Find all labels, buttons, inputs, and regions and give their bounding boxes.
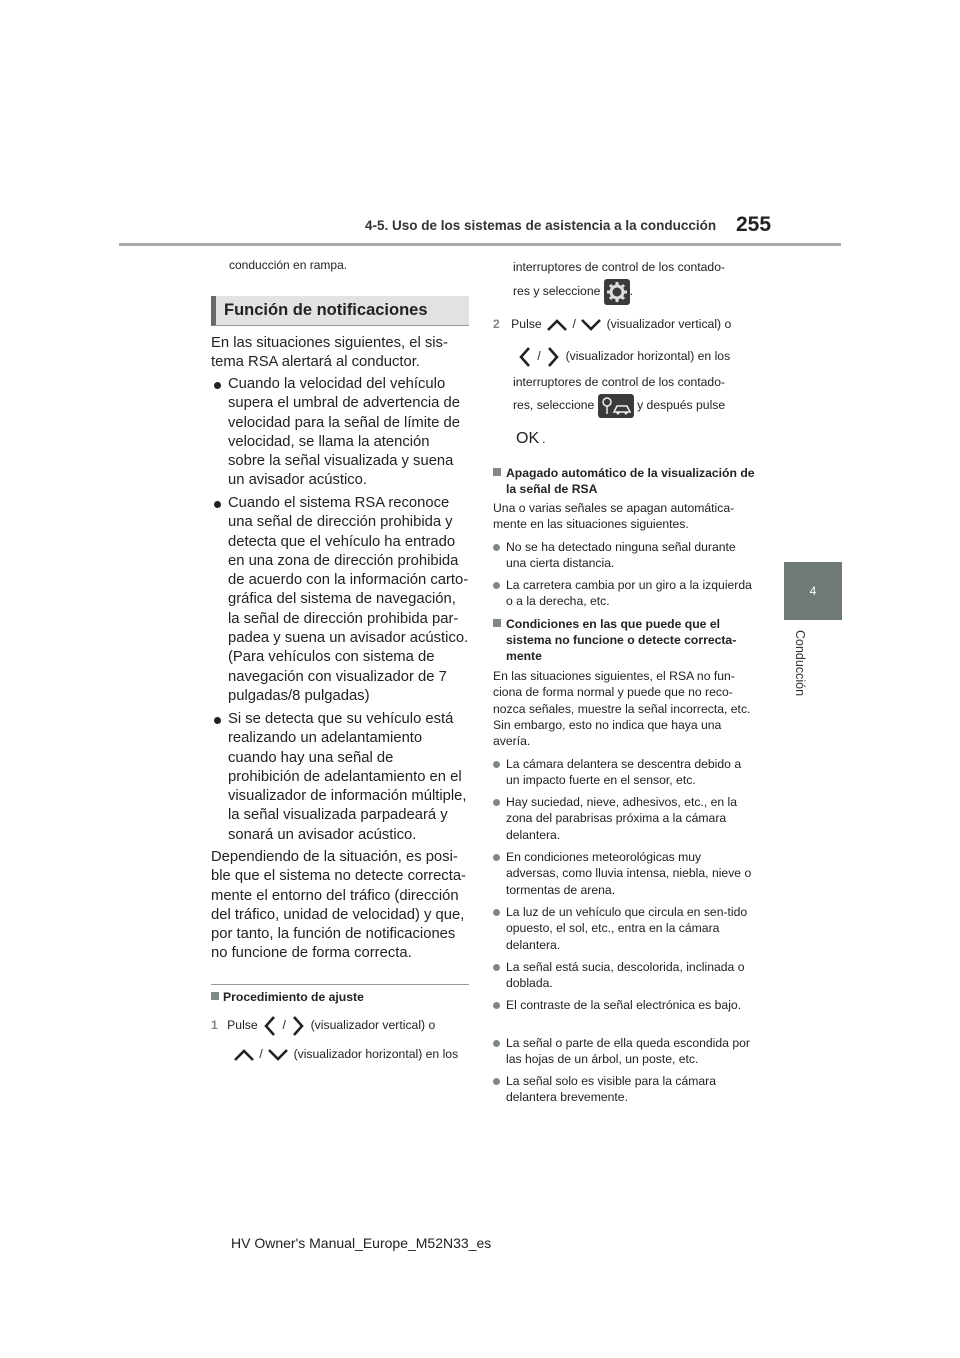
chevron-left-icon	[516, 345, 534, 369]
section-divider	[211, 984, 469, 985]
list-item	[211, 375, 469, 491]
slash-separator: /	[282, 1018, 286, 1033]
sign-car-icon	[598, 394, 634, 418]
list-item	[493, 1073, 755, 1106]
step-text-end: .	[629, 284, 634, 299]
list-item	[211, 494, 469, 706]
chevron-right-icon	[289, 1014, 307, 1038]
step-2-line-2	[516, 345, 730, 369]
chevron-down-icon	[579, 317, 603, 333]
list-item-text: Si se detecta que su vehículo está realizando un adelantamiento cuando hay una señal de prohibición de adelantamiento en el visualizador de información múltiple, la señal visualizada parpadeará y sonará un avisador acústico.	[228, 711, 467, 843]
header-divider	[119, 243, 841, 246]
bullet-dot-icon	[493, 582, 500, 589]
paragraph-intro: En las situaciones siguientes, el sis-tema RSA alertará al conductor.	[211, 335, 448, 371]
slash-separator: /	[259, 1047, 263, 1061]
step-1-continued: interruptores de control de los contado-	[513, 260, 726, 274]
chevron-right-icon	[544, 345, 562, 369]
chevron-up-icon	[545, 317, 569, 333]
list-item-text: El contraste de la señal electrónica es bajo.	[506, 998, 742, 1012]
gear-icon	[604, 279, 630, 305]
list-item-text: La señal está sucia, descolorida, inclinada o doblada.	[506, 960, 745, 991]
step-text: Pulse	[227, 1018, 258, 1033]
step-text: res y seleccione	[513, 284, 601, 299]
step-2-line-4	[513, 394, 725, 418]
procedure-heading-text: Procedimiento de ajuste	[223, 990, 364, 1004]
list-item-text: En condiciones meteorológicas muy adversas, como lluvia intensa, niebla, nieve o tormentas de arena.	[506, 850, 752, 897]
list-item-text: Cuando la velocidad del vehículo supera el umbral de advertencia de velocidad para la señal de límite de velocidad, se llama la atención sobre la señal visualizada y suena un avisador acústico.	[228, 376, 460, 489]
step-2	[493, 316, 731, 333]
step-text-vertical: (visualizador vertical) o	[310, 1018, 436, 1033]
list-item	[493, 904, 755, 959]
list-item	[493, 539, 755, 577]
bullet-dot-icon	[493, 1040, 500, 1047]
list-item	[493, 959, 755, 997]
subsection-heading-text: Apagado automático de la visualización de la señal de RSA	[506, 466, 755, 496]
chevron-down-icon	[266, 1047, 290, 1063]
list-item	[493, 756, 755, 794]
square-bullet-icon	[493, 468, 501, 476]
step-1	[211, 1014, 476, 1038]
chapter-tab-number: 4	[784, 562, 842, 620]
slash-separator: /	[572, 317, 576, 331]
bullet-dot-icon	[493, 799, 500, 806]
bullet-dot-icon	[493, 1078, 500, 1085]
chevron-up-icon	[232, 1047, 256, 1063]
list-item-text: La señal solo es visible para la cámara delantera brevemente.	[506, 1074, 717, 1105]
section-header-title: 4-5. Uso de los sistemas de asistencia a la conducción	[365, 218, 717, 233]
subsection-text: Una o varias señales se apagan automática-mente en las situaciones siguientes.	[493, 501, 735, 532]
bullet-dot-icon	[214, 382, 221, 389]
step-text-horizontal: (visualizador horizontal) en los	[565, 349, 731, 364]
bullet-dot-icon	[493, 761, 500, 768]
bullet-dot-icon	[493, 909, 500, 916]
list-item	[493, 577, 755, 610]
list-item	[493, 997, 755, 1035]
step-text: res, seleccione	[513, 398, 595, 413]
ok-label: OK	[516, 430, 540, 447]
bullet-list-auto-off	[493, 539, 755, 610]
chapter-tab-label: Conducción	[793, 630, 807, 697]
subsection-heading-conditions	[493, 616, 755, 664]
step-1-line-2	[232, 1046, 458, 1063]
step-text: Pulse	[511, 317, 542, 331]
list-item-text: No se ha detectado ninguna señal durante una cierta distancia.	[506, 540, 736, 571]
step-text-2: y después pulse	[637, 398, 726, 413]
square-bullet-icon	[493, 619, 501, 627]
subsection-heading-text: Condiciones en las que puede que el sistema no funcione o detecte correcta-mente	[506, 617, 737, 663]
bullet-dot-icon	[493, 964, 500, 971]
bullet-dot-icon	[493, 854, 500, 861]
intro-text: conducción en rampa.	[229, 258, 348, 272]
list-item-text: La luz de un vehículo que circula en sen-tido opuesto, el sol, etc., entra en la cámara delantera.	[506, 905, 748, 952]
ok-button-reference	[516, 430, 546, 448]
step-2-line-3: interruptores de control de los contado-	[513, 375, 726, 389]
list-item-text: La cámara delantera se descentra debido a un impacto fuerte en el sensor, etc.	[506, 757, 742, 788]
procedure-heading	[211, 988, 364, 1006]
slash-separator: /	[537, 349, 541, 364]
subsection-text: En las situaciones siguientes, el RSA no fun-ciona de forma normal y puede que no reco-nozca señales, muestre la señal incorrecta, etc. Sin embargo, esto no indica que haya una avería.	[493, 669, 751, 749]
footer-manual-id: HV Owner's Manual_Europe_M52N33_es	[231, 1235, 492, 1251]
bullet-dot-icon	[493, 544, 500, 551]
list-item	[493, 794, 755, 849]
paragraph-notice: Dependiendo de la situación, es posi-ble que el sistema no detecte correcta-mente el entorno del tráfico (dirección del tráfico, unidad de velocidad) y que, por tanto, la función de notificaciones no funcione de forma correcta.	[211, 849, 466, 962]
section-heading-text: Función de notificaciones	[224, 301, 428, 319]
square-bullet-icon	[211, 992, 219, 1000]
step-text-vertical: (visualizador vertical) o	[606, 317, 732, 331]
page-number: 255	[736, 213, 772, 236]
chevron-left-icon	[261, 1014, 279, 1038]
bullet-dot-icon	[214, 717, 221, 724]
section-heading-notifications	[211, 296, 469, 326]
step-text-end: .	[542, 432, 546, 446]
bullet-dot-icon	[493, 1002, 500, 1009]
bullet-dot-icon	[214, 501, 221, 508]
step-number: 1	[211, 1018, 218, 1033]
list-item	[493, 849, 755, 904]
list-item	[493, 1035, 755, 1073]
bullet-list-conditions	[493, 756, 755, 1106]
step-number: 2	[493, 317, 500, 331]
step-text-horizontal: (visualizador horizontal) en los	[293, 1047, 459, 1061]
list-item-text: Hay suciedad, nieve, adhesivos, etc., en la zona del parabrisas próxima a la cámara delantera.	[506, 795, 738, 842]
list-item-text: La carretera cambia por un giro a la izquierda o a la derecha, etc.	[506, 578, 752, 609]
step-1-continued-2	[513, 279, 633, 305]
list-item-text: Cuando el sistema RSA reconoce una señal de dirección prohibida y detecta que el vehículo ha entrado en una zona de dirección prohibida de acuerdo con la información carto-gráfica del sistema de navegación, la señal de dirección prohibida par-padea y suena un avisador acústico. (Para vehículos con sistema de navegación con visualizador de 7 pulgadas/8 pulgadas)	[228, 495, 469, 704]
subsection-heading-auto-off	[493, 465, 755, 497]
list-item-text: La señal o parte de ella queda escondida por las hojas de un árbol, un poste, etc.	[506, 1036, 750, 1067]
list-item	[211, 710, 469, 845]
